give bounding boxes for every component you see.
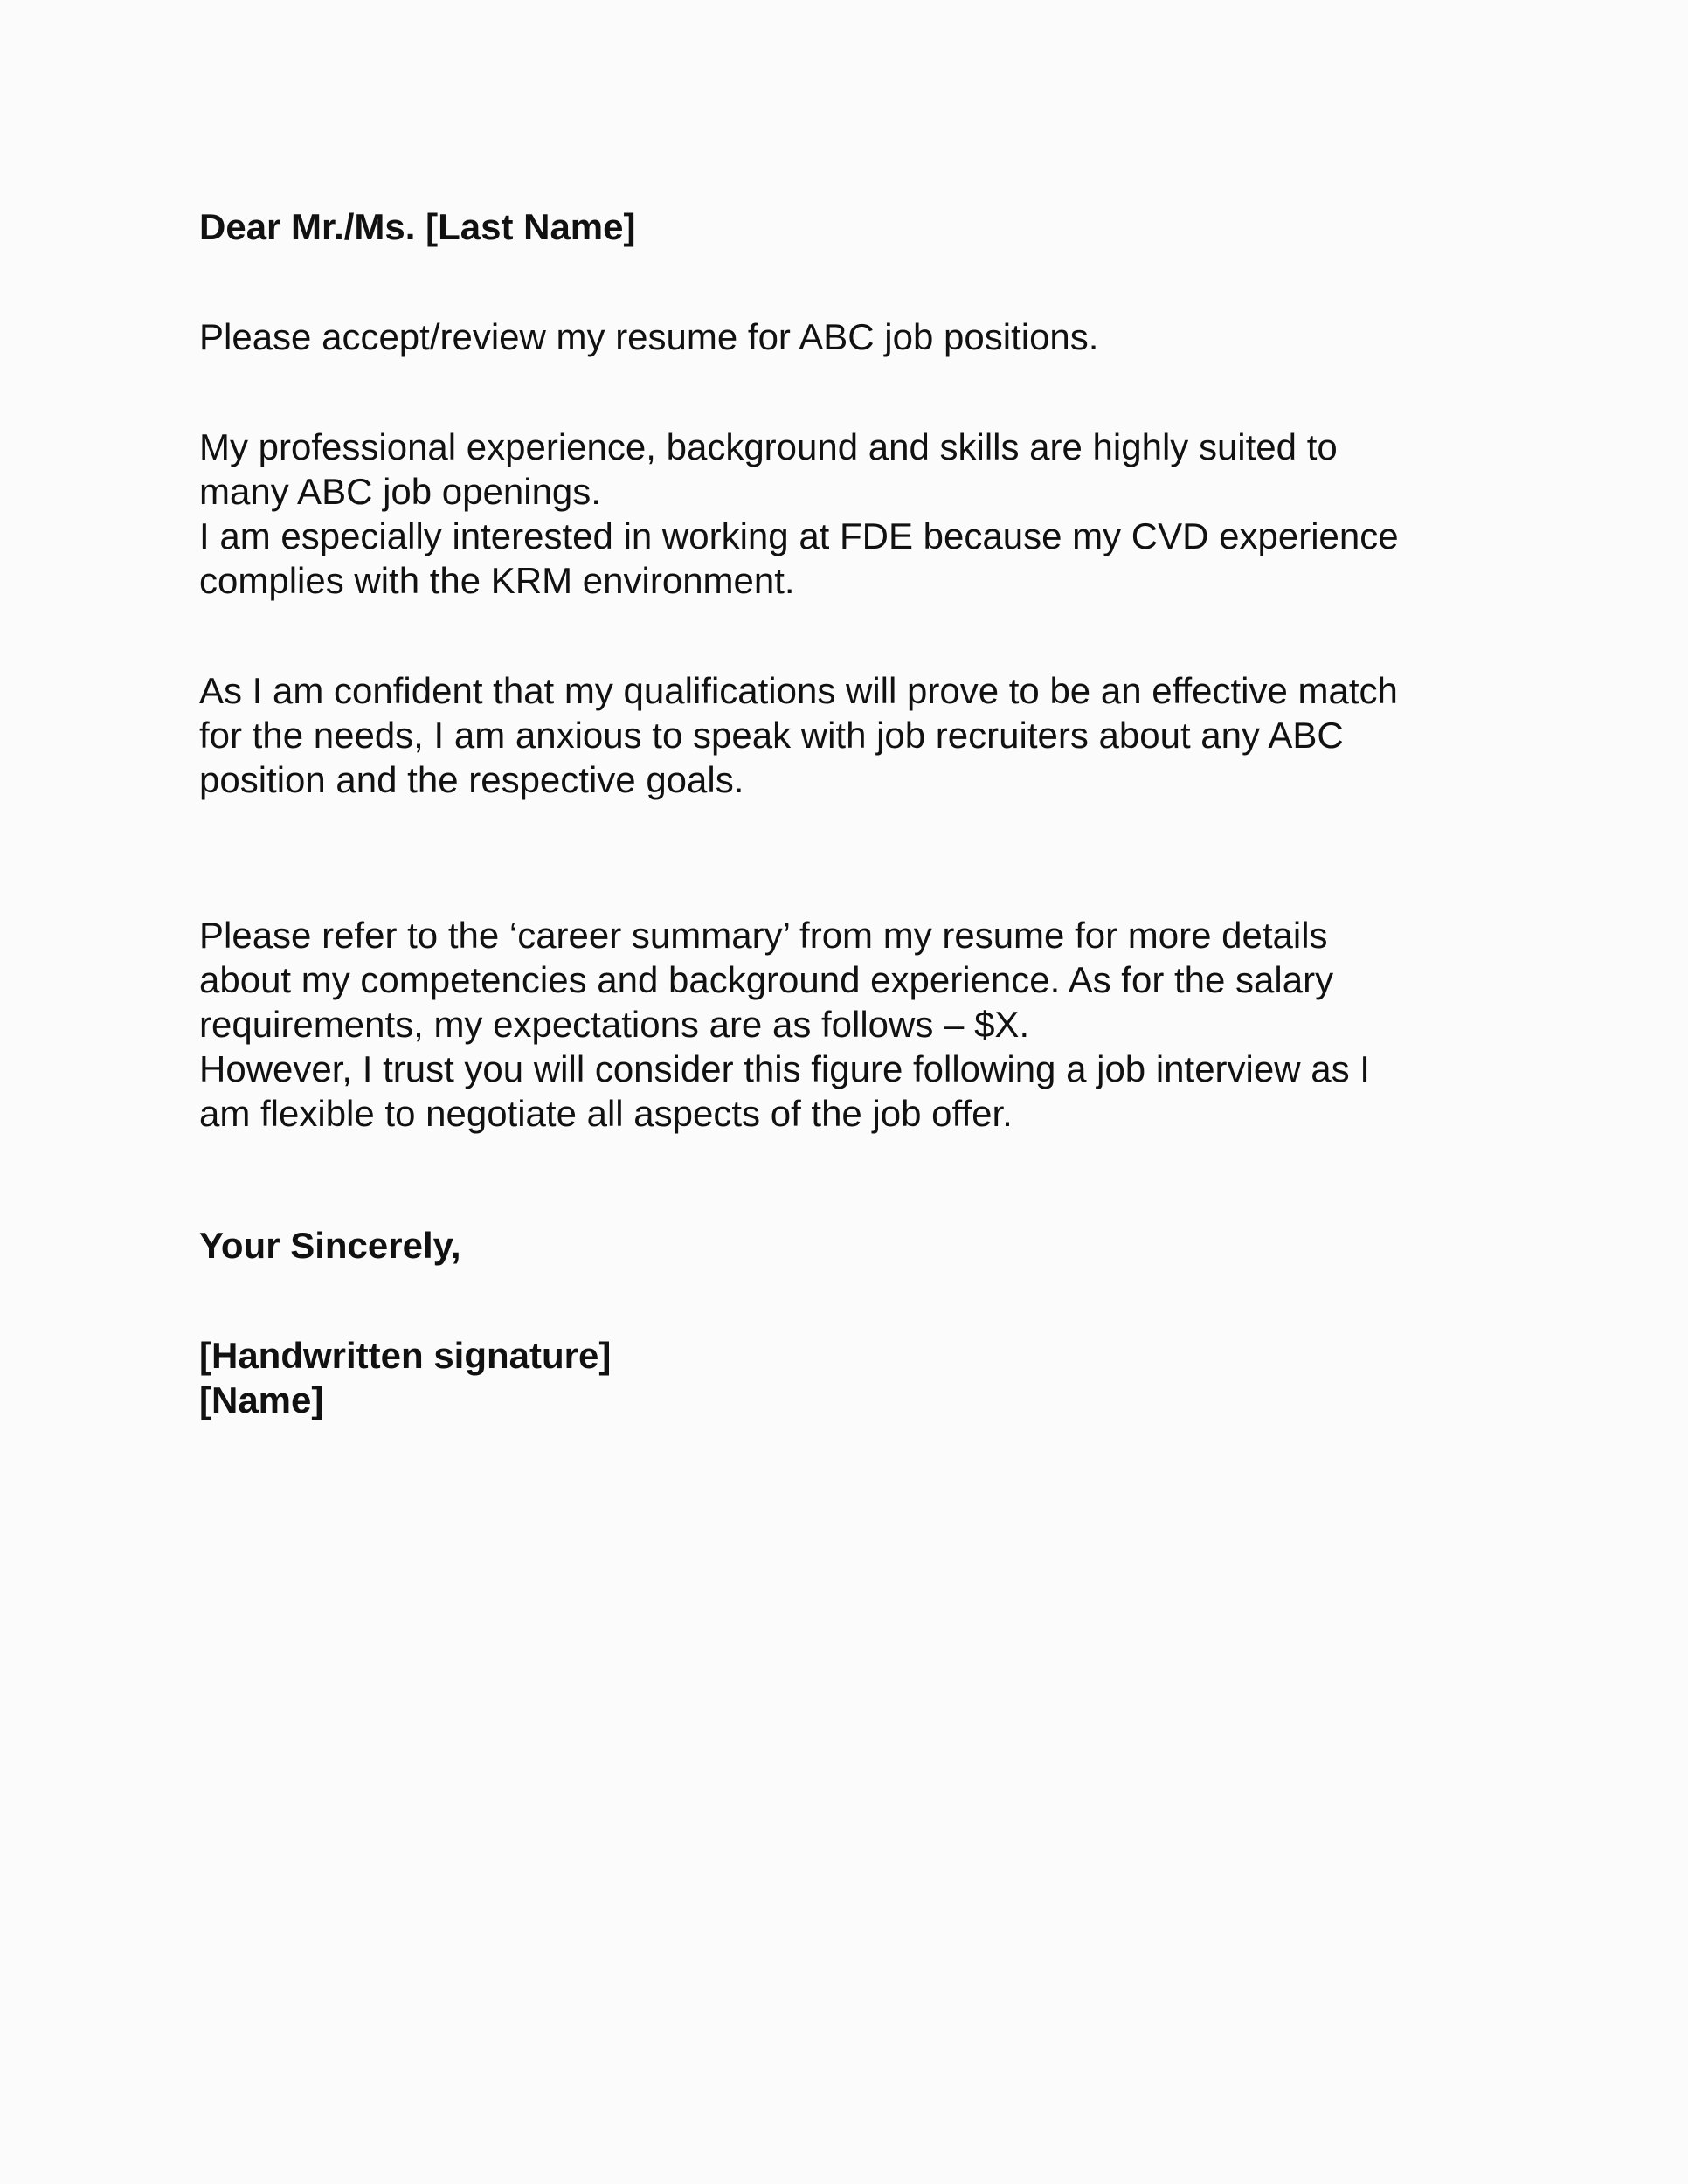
paragraph-qualifications	[199, 668, 1562, 802]
paragraph-experience	[199, 425, 1562, 603]
paragraph-4-line-1: Please refer to the ‘career summary’ from my resume for more details	[199, 915, 1328, 956]
paragraph-2-line-1: My professional experience, background and skills are highly suited to	[199, 426, 1338, 467]
salutation	[199, 204, 1562, 249]
paragraph-resume-request	[199, 314, 1562, 359]
paragraph-4-line-2: about my competencies and background experience. As for the salary	[199, 959, 1334, 1000]
signature-block	[199, 1333, 1562, 1422]
closing	[199, 1223, 1562, 1268]
paragraph-3-line-2: for the needs, I am anxious to speak with job recruiters about any ABC	[199, 715, 1344, 756]
paragraph-3-line-1: As I am confident that my qualifications will prove to be an effective match	[199, 670, 1398, 711]
paragraph-salary	[199, 913, 1562, 1136]
paragraph-2-line-4: complies with the KRM environment.	[199, 560, 795, 601]
paragraph-4-line-5: am flexible to negotiate all aspects of the job offer.	[199, 1093, 1013, 1134]
paragraph-3-line-3: position and the respective goals.	[199, 759, 744, 800]
closing-text: Your Sincerely,	[199, 1225, 461, 1266]
salutation-text: Dear Mr./Ms. [Last Name]	[199, 206, 636, 247]
paragraph-4-line-3: requirements, my expectations are as follows – $X.	[199, 1004, 1030, 1045]
signature-placeholder: [Handwritten signature]	[199, 1335, 612, 1376]
paragraph-2-line-2: many ABC job openings.	[199, 471, 601, 512]
paragraph-1-line-1: Please accept/review my resume for ABC job positions.	[199, 316, 1099, 357]
paragraph-4-line-4: However, I trust you will consider this figure following a job interview as I	[199, 1048, 1370, 1089]
name-placeholder: [Name]	[199, 1379, 324, 1420]
paragraph-2-line-3: I am especially interested in working at FDE because my CVD experience	[199, 515, 1399, 556]
cover-letter-body	[199, 204, 1562, 1422]
